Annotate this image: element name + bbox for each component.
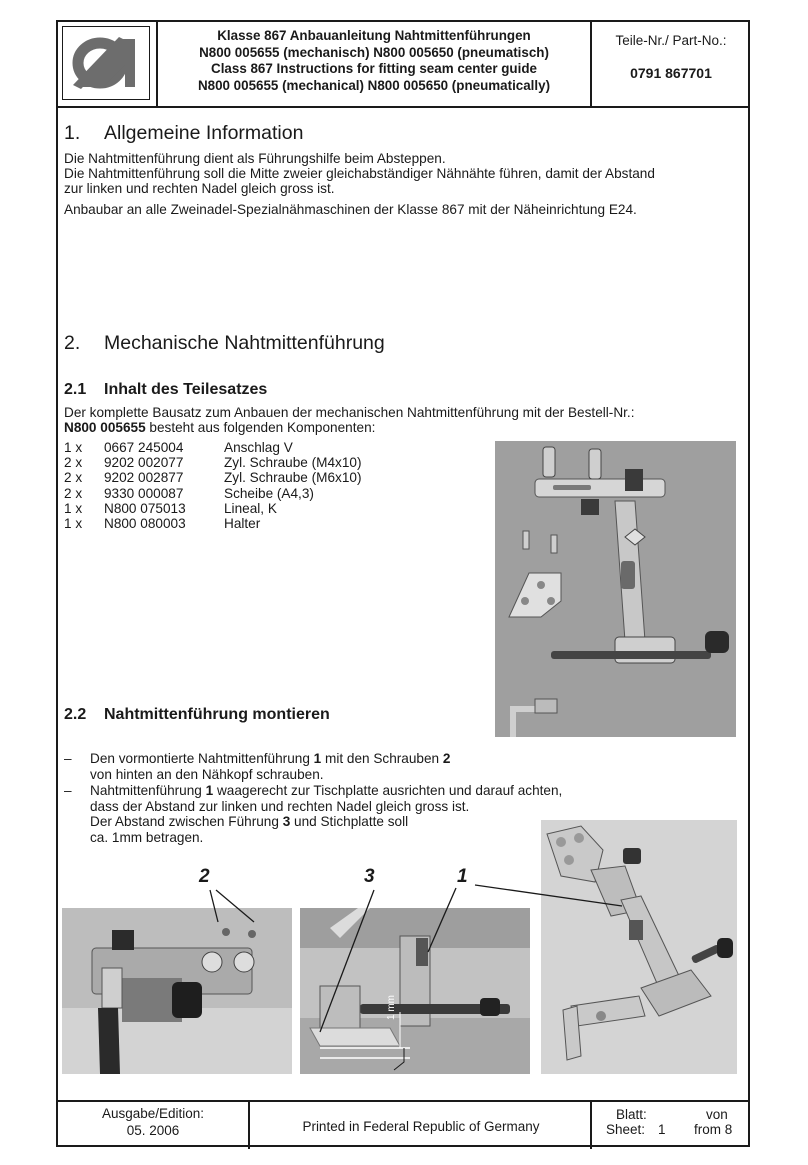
component-desc: Zyl. Schraube (M6x10)	[224, 470, 362, 486]
component-desc: Lineal, K	[224, 500, 277, 516]
component-part-no: 9202 002077	[104, 455, 184, 471]
subsection-number: 2.1	[64, 381, 87, 398]
callout-1: 1	[457, 866, 468, 887]
component-part-no: N800 080003	[104, 515, 186, 531]
title-line-2: N800 005655 (mechanisch) N800 005650 (pneumatisch)	[199, 44, 549, 60]
callout-3: 3	[364, 866, 375, 887]
instruction-line: ca. 1mm betragen.	[90, 829, 204, 845]
edition-cell	[58, 1102, 250, 1149]
section-title: Allgemeine Information	[104, 122, 304, 144]
component-part-no: 9330 000087	[104, 485, 184, 501]
component-qty: 2 x	[64, 485, 83, 501]
distance-marker	[394, 1048, 404, 1070]
component-qty: 1 x	[64, 515, 83, 531]
leader-1a	[428, 888, 456, 952]
text: Der Abstand zwischen Führung	[90, 814, 283, 829]
printed-in: Printed in Federal Republic of Germany	[252, 1102, 592, 1149]
component-part-no: N800 075013	[104, 500, 186, 516]
component-part-no: 0667 245004	[104, 440, 184, 455]
title-line-1: Klasse 867 Anbauanleitung Nahtmittenführungen	[217, 28, 531, 43]
edition-label: Ausgabe/Edition:	[101, 1106, 205, 1121]
section-1-line-4: Anbaubar an alle Zweinadel-Spezialnähmaschinen der Klasse 867 mit der Näheinrichtung E24.	[64, 202, 637, 217]
component-desc: Zyl. Schraube (M4x10)	[224, 455, 362, 471]
component-qty: 2 x	[64, 455, 83, 471]
distance-label: 1 mm	[386, 995, 397, 1020]
callout-ref: 1	[313, 751, 322, 766]
of-label-de: von	[706, 1107, 728, 1122]
section-title: Mechanische Nahtmittenführung	[104, 332, 385, 354]
bullet-dash: –	[64, 783, 72, 798]
section-1-line-1: Die Nahtmittenführung dient als Führungshilfe beim Absteppen.	[64, 151, 446, 166]
bullet-dash: –	[64, 751, 72, 766]
callout-ref: 1	[205, 783, 214, 798]
section-number: 1.	[64, 122, 81, 144]
component-qty: 2 x	[64, 470, 83, 486]
footer	[58, 1100, 748, 1149]
sheet-number: 1	[658, 1122, 666, 1137]
subsection-title: Nahtmittenführung montieren	[104, 706, 330, 723]
order-number: N800 005655	[64, 420, 146, 435]
subsection-title: Inhalt des Teilesatzes	[104, 381, 268, 398]
component-desc: Scheibe (A4,3)	[224, 485, 314, 501]
component-desc: Anschlag V	[224, 440, 293, 455]
subsection-number: 2.2	[64, 706, 87, 723]
edition-value: 05. 2006	[126, 1123, 180, 1138]
leader-2b	[216, 890, 254, 922]
component-desc: Halter	[224, 515, 261, 531]
component-qty: 1 x	[64, 440, 83, 455]
document-page	[56, 20, 750, 1147]
leader-2a	[210, 890, 218, 922]
leader-1b	[475, 885, 622, 906]
text: Nahtmittenführung	[90, 783, 206, 798]
text: und Stichplatte soll	[290, 814, 409, 829]
section-1-line-3: zur linken und rechten Nadel gleich gross ist.	[64, 181, 335, 196]
title-line-3: Class 867 Instructions for fitting seam center guide	[211, 61, 537, 76]
of-label-en: from 8	[694, 1122, 733, 1137]
callout-leaders	[58, 22, 748, 1100]
callout-2: 2	[199, 866, 210, 887]
component-part-no: 9202 002877	[104, 470, 184, 486]
instruction-line: von hinten an den Nähkopf schrauben.	[90, 766, 324, 782]
leader-3	[320, 890, 374, 1032]
text: mit den Schrauben	[321, 751, 443, 766]
title-line-4: N800 005655 (mechanical) N800 005650 (pneumatically)	[197, 77, 551, 93]
callout-ref: 2	[442, 751, 451, 766]
sheet-label-en: Sheet:	[606, 1122, 646, 1137]
callout-ref: 3	[282, 814, 291, 829]
section-1-line-2: Die Nahtmittenführung soll die Mitte zweier gleichabständiger Nähnähte führen, damit der Abstand	[64, 166, 655, 181]
kit-intro-line-1: Der komplette Bausatz zum Anbauen der mechanischen Nahtmittenführung mit der Bestell-Nr.:	[64, 405, 635, 420]
text: Den vormontierte Nahtmittenführung	[90, 751, 314, 766]
sheet-cell	[594, 1102, 748, 1149]
part-number: 0791 867701	[630, 65, 712, 81]
part-number-label: Teile-Nr./ Part-No.:	[615, 33, 727, 48]
section-number: 2.	[64, 332, 81, 354]
instruction-line: dass der Abstand zur linken und rechten Nadel gleich gross ist.	[90, 798, 470, 814]
component-qty: 1 x	[64, 500, 83, 516]
text: waagerecht zur Tischplatte ausrichten und darauf achten,	[213, 783, 563, 798]
sheet-label-de: Blatt:	[616, 1107, 647, 1122]
kit-intro-rest: besteht aus folgenden Komponenten:	[145, 420, 376, 435]
